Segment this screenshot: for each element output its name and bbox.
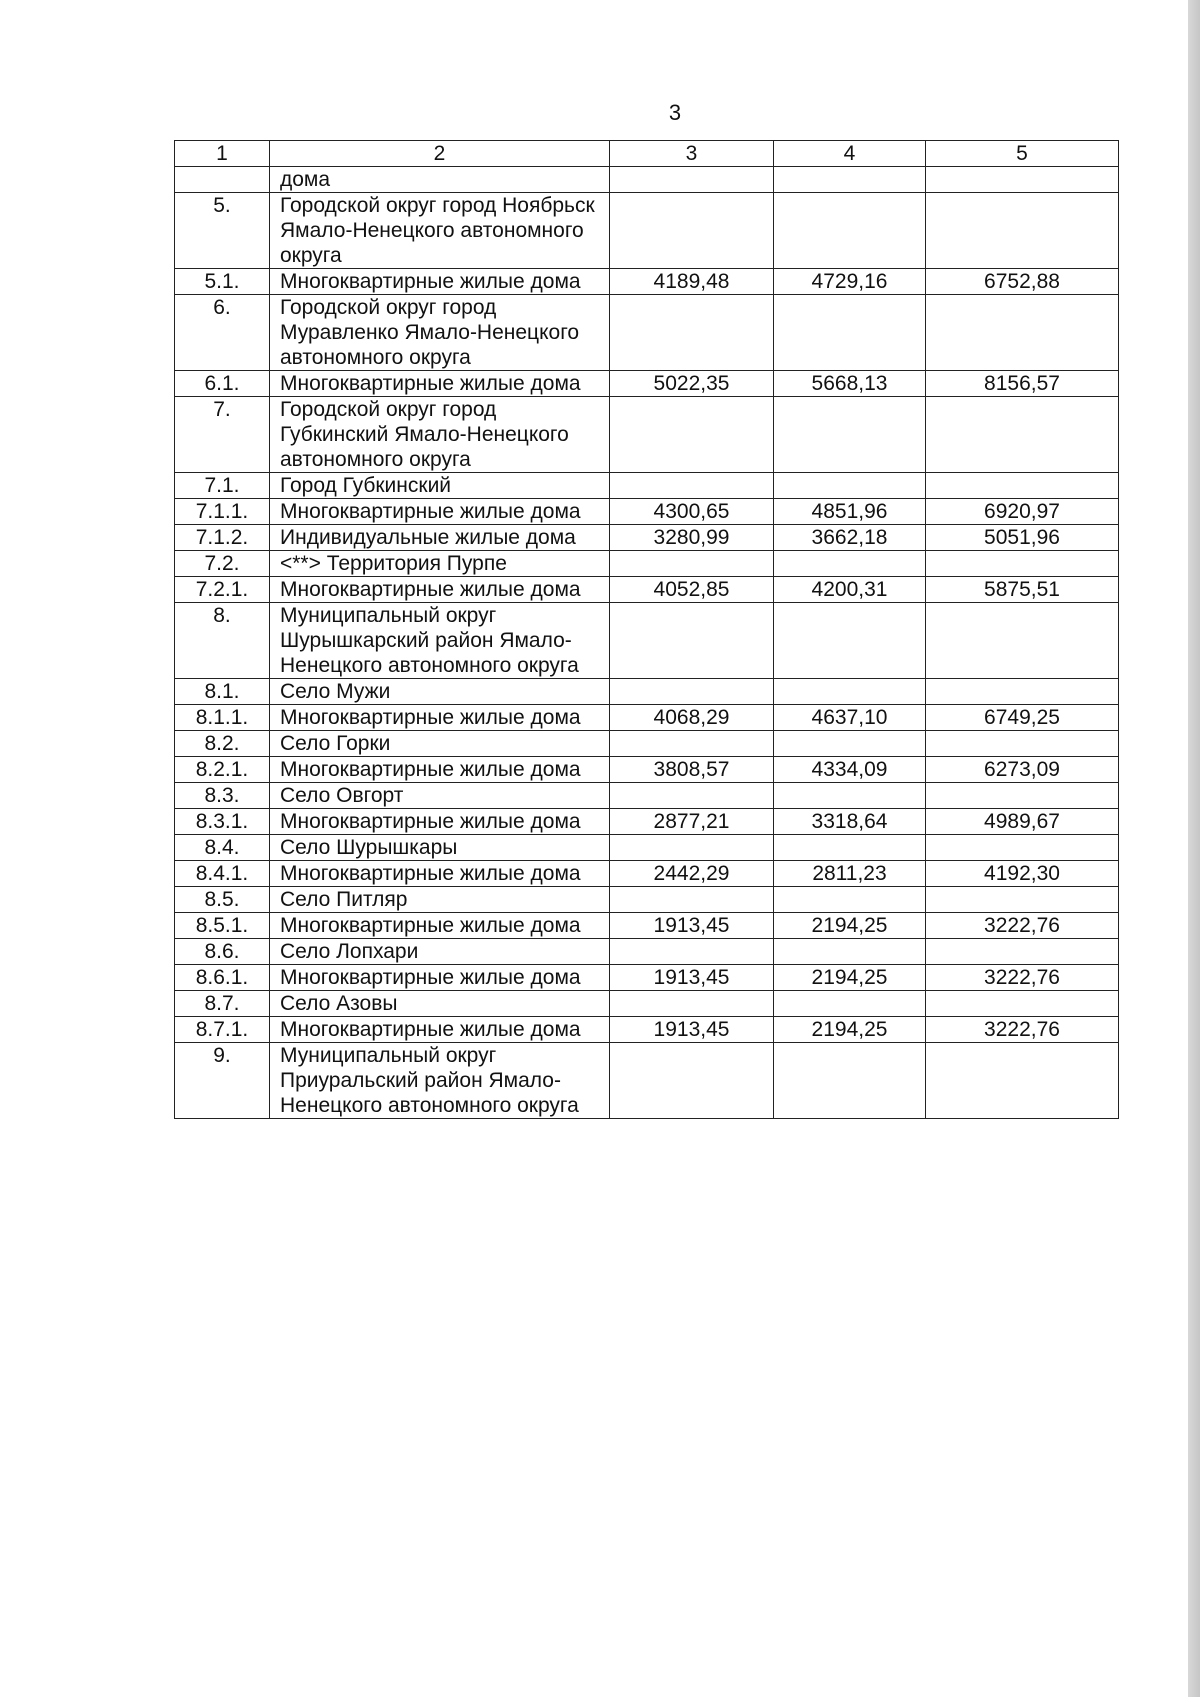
value-col-3 — [610, 939, 774, 965]
row-name: Многоквартирные жилые дома — [270, 861, 610, 887]
value-col-4: 2811,23 — [774, 861, 926, 887]
row-name: Многоквартирные жилые дома — [270, 913, 610, 939]
value-col-3: 2877,21 — [610, 809, 774, 835]
value-col-3 — [610, 1043, 774, 1119]
value-col-4: 4851,96 — [774, 499, 926, 525]
row-name: Муниципальный округ Шурышкарский район Ямало-Ненецкого автономного округа — [270, 603, 610, 679]
row-name: <**> Территория Пурпе — [270, 551, 610, 577]
row-number: 5. — [175, 193, 270, 269]
row-name: Село Мужи — [270, 679, 610, 705]
row-number: 8.7.1. — [175, 1017, 270, 1043]
value-col-3 — [610, 193, 774, 269]
value-col-3: 1913,45 — [610, 1017, 774, 1043]
row-number: 8.3. — [175, 783, 270, 809]
value-col-4: 3318,64 — [774, 809, 926, 835]
value-col-3 — [610, 551, 774, 577]
table-row — [175, 525, 1119, 551]
row-number: 8.4. — [175, 835, 270, 861]
row-number: 7.1. — [175, 473, 270, 499]
table-row — [175, 193, 1119, 269]
table-row — [175, 705, 1119, 731]
value-col-3 — [610, 835, 774, 861]
value-col-5 — [926, 295, 1119, 371]
table-row — [175, 835, 1119, 861]
value-col-4: 4334,09 — [774, 757, 926, 783]
value-col-4: 4200,31 — [774, 577, 926, 603]
table-row — [175, 551, 1119, 577]
table-row — [175, 861, 1119, 887]
value-col-3 — [610, 397, 774, 473]
row-number: 7.1.2. — [175, 525, 270, 551]
table-row — [175, 939, 1119, 965]
value-col-3 — [610, 167, 774, 193]
value-col-5 — [926, 1043, 1119, 1119]
value-col-5 — [926, 551, 1119, 577]
table-row — [175, 809, 1119, 835]
value-col-5 — [926, 887, 1119, 913]
value-col-5: 6752,88 — [926, 269, 1119, 295]
value-col-5: 6920,97 — [926, 499, 1119, 525]
table-row — [175, 167, 1119, 193]
value-col-4: 2194,25 — [774, 965, 926, 991]
row-name: Многоквартирные жилые дома — [270, 809, 610, 835]
row-number: 8.4.1. — [175, 861, 270, 887]
row-number: 8.5. — [175, 887, 270, 913]
row-number: 8.6.1. — [175, 965, 270, 991]
row-number: 5.1. — [175, 269, 270, 295]
row-number: 7. — [175, 397, 270, 473]
value-col-4 — [774, 679, 926, 705]
table-row — [175, 473, 1119, 499]
value-col-3: 1913,45 — [610, 965, 774, 991]
value-col-5: 4989,67 — [926, 809, 1119, 835]
value-col-3: 3280,99 — [610, 525, 774, 551]
value-col-4 — [774, 991, 926, 1017]
table-row — [175, 577, 1119, 603]
table-row — [175, 295, 1119, 371]
row-name: Село Овгорт — [270, 783, 610, 809]
row-number: 8.1.1. — [175, 705, 270, 731]
row-number: 8.2.1. — [175, 757, 270, 783]
row-name: Муниципальный округ Приуральский район Ямало-Ненецкого автономного округа — [270, 1043, 610, 1119]
table-row — [175, 1017, 1119, 1043]
value-col-4 — [774, 1043, 926, 1119]
row-number: 8. — [175, 603, 270, 679]
value-col-4: 3662,18 — [774, 525, 926, 551]
value-col-5: 3222,76 — [926, 913, 1119, 939]
value-col-5: 8156,57 — [926, 371, 1119, 397]
table-row — [175, 913, 1119, 939]
value-col-5 — [926, 939, 1119, 965]
table-row — [175, 757, 1119, 783]
row-name: Многоквартирные жилые дома — [270, 371, 610, 397]
table-row — [175, 679, 1119, 705]
table-row — [175, 397, 1119, 473]
row-name: Город Губкинский — [270, 473, 610, 499]
value-col-4 — [774, 473, 926, 499]
row-number: 8.5.1. — [175, 913, 270, 939]
value-col-3 — [610, 991, 774, 1017]
row-name: Городской округ город Муравленко Ямало-Ненецкого автономного округа — [270, 295, 610, 371]
value-col-3: 3808,57 — [610, 757, 774, 783]
table-row — [175, 603, 1119, 679]
row-name: Многоквартирные жилые дома — [270, 269, 610, 295]
value-col-4: 2194,25 — [774, 913, 926, 939]
value-col-5 — [926, 473, 1119, 499]
value-col-4: 4729,16 — [774, 269, 926, 295]
table-row — [175, 991, 1119, 1017]
value-col-5 — [926, 603, 1119, 679]
value-col-3: 5022,35 — [610, 371, 774, 397]
row-name: Многоквартирные жилые дома — [270, 757, 610, 783]
value-col-4 — [774, 167, 926, 193]
row-number: 9. — [175, 1043, 270, 1119]
row-name: Село Шурышкары — [270, 835, 610, 861]
page-number: 3 — [668, 100, 682, 125]
value-col-5 — [926, 835, 1119, 861]
row-name: дома — [270, 167, 610, 193]
column-header-1: 1 — [175, 141, 270, 167]
value-col-4: 4637,10 — [774, 705, 926, 731]
value-col-4 — [774, 835, 926, 861]
value-col-5: 4192,30 — [926, 861, 1119, 887]
row-name: Многоквартирные жилые дома — [270, 577, 610, 603]
row-name: Село Питляр — [270, 887, 610, 913]
value-col-5 — [926, 731, 1119, 757]
value-col-3 — [610, 603, 774, 679]
row-number: 8.6. — [175, 939, 270, 965]
value-col-5: 6749,25 — [926, 705, 1119, 731]
row-number: 8.3.1. — [175, 809, 270, 835]
table-row — [175, 887, 1119, 913]
table-row — [175, 371, 1119, 397]
table-row — [175, 269, 1119, 295]
row-name: Многоквартирные жилые дома — [270, 965, 610, 991]
row-name: Многоквартирные жилые дома — [270, 705, 610, 731]
row-number: 8.1. — [175, 679, 270, 705]
scan-edge-shadow — [1188, 0, 1200, 1697]
value-col-5: 6273,09 — [926, 757, 1119, 783]
table-row — [175, 965, 1119, 991]
row-number: 8.7. — [175, 991, 270, 1017]
column-header-2: 2 — [270, 141, 610, 167]
value-col-5 — [926, 167, 1119, 193]
row-name: Городской округ город Губкинский Ямало-Ненецкого автономного округа — [270, 397, 610, 473]
value-col-4 — [774, 939, 926, 965]
row-name: Многоквартирные жилые дома — [270, 1017, 610, 1043]
value-col-4 — [774, 295, 926, 371]
value-col-3: 1913,45 — [610, 913, 774, 939]
table-row — [175, 499, 1119, 525]
value-col-4: 2194,25 — [774, 1017, 926, 1043]
value-col-5: 5051,96 — [926, 525, 1119, 551]
value-col-3: 2442,29 — [610, 861, 774, 887]
row-number: 7.1.1. — [175, 499, 270, 525]
value-col-3 — [610, 473, 774, 499]
value-col-3 — [610, 731, 774, 757]
value-col-4 — [774, 887, 926, 913]
row-number: 6.1. — [175, 371, 270, 397]
table-row — [175, 731, 1119, 757]
table-header — [175, 141, 1119, 167]
row-number: 7.2.1. — [175, 577, 270, 603]
value-col-4 — [774, 551, 926, 577]
table-row — [175, 783, 1119, 809]
value-col-5 — [926, 679, 1119, 705]
value-col-5 — [926, 397, 1119, 473]
value-col-4 — [774, 783, 926, 809]
row-name: Многоквартирные жилые дома — [270, 499, 610, 525]
value-col-5 — [926, 991, 1119, 1017]
value-col-5: 5875,51 — [926, 577, 1119, 603]
column-header-4: 4 — [774, 141, 926, 167]
row-number: 8.2. — [175, 731, 270, 757]
value-col-4 — [774, 397, 926, 473]
row-number: 7.2. — [175, 551, 270, 577]
table-row — [175, 1043, 1119, 1119]
value-col-3: 4189,48 — [610, 269, 774, 295]
row-name: Село Азовы — [270, 991, 610, 1017]
value-col-3: 4300,65 — [610, 499, 774, 525]
value-col-5: 3222,76 — [926, 965, 1119, 991]
row-name: Индивидуальные жилые дома — [270, 525, 610, 551]
value-col-3: 4052,85 — [610, 577, 774, 603]
row-name: Село Горки — [270, 731, 610, 757]
value-col-4: 5668,13 — [774, 371, 926, 397]
table-body — [175, 167, 1119, 1119]
table-header-row — [175, 141, 1119, 167]
value-col-3 — [610, 295, 774, 371]
row-number — [175, 167, 270, 193]
value-col-5: 3222,76 — [926, 1017, 1119, 1043]
value-col-5 — [926, 193, 1119, 269]
value-col-3: 4068,29 — [610, 705, 774, 731]
value-col-3 — [610, 887, 774, 913]
value-col-4 — [774, 731, 926, 757]
value-col-4 — [774, 193, 926, 269]
row-name: Городской округ город Ноябрьск Ямало-Ненецкого автономного округа — [270, 193, 610, 269]
value-col-4 — [774, 603, 926, 679]
row-number: 6. — [175, 295, 270, 371]
tariff-table — [174, 140, 1119, 1119]
value-col-3 — [610, 679, 774, 705]
column-header-3: 3 — [610, 141, 774, 167]
column-header-5: 5 — [926, 141, 1119, 167]
value-col-3 — [610, 783, 774, 809]
row-name: Село Лопхари — [270, 939, 610, 965]
value-col-5 — [926, 783, 1119, 809]
